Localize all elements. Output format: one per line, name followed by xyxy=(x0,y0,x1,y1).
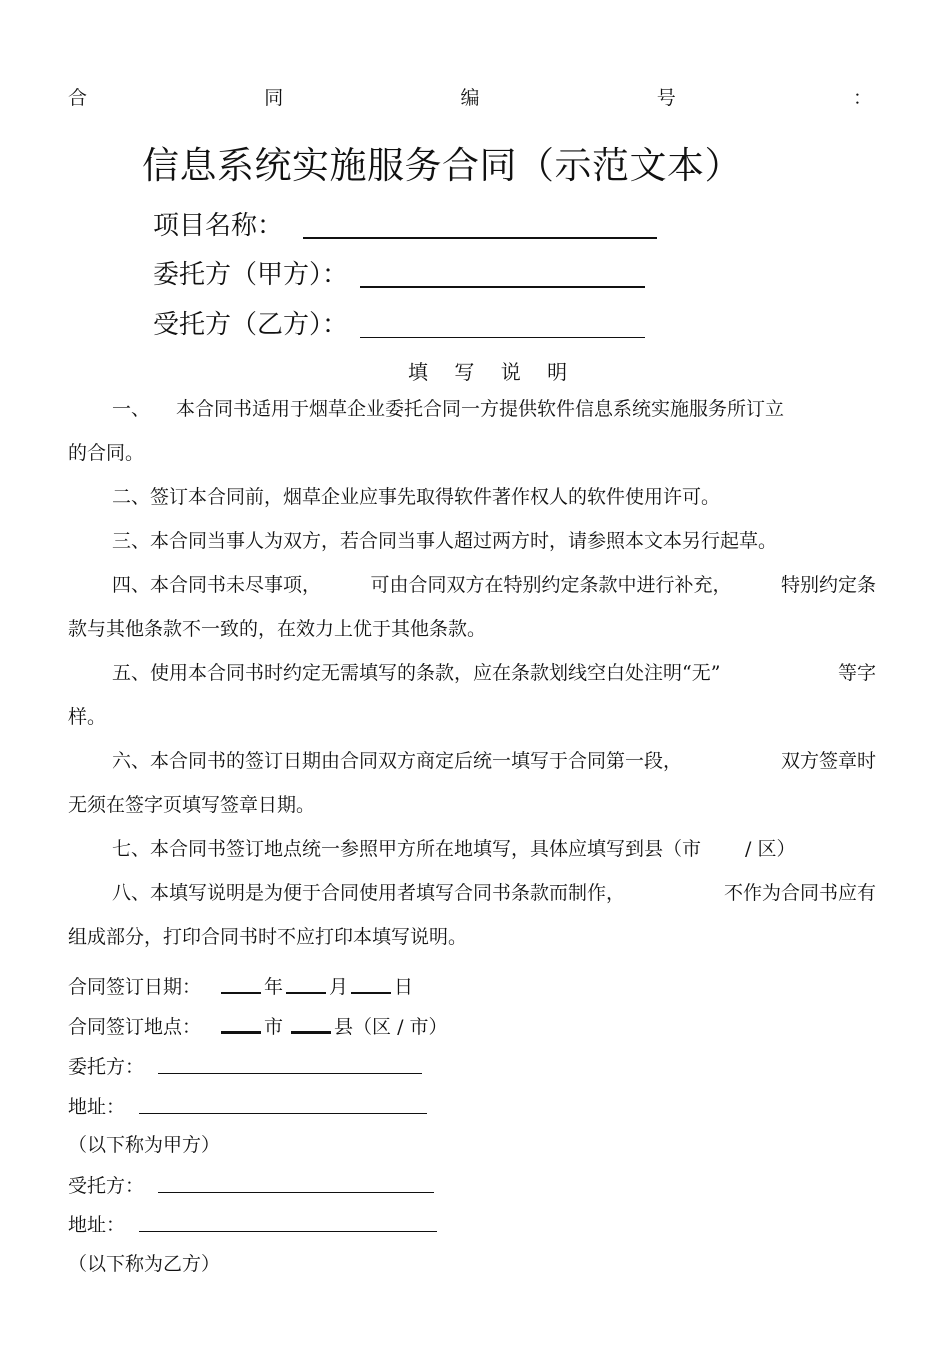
instructions-heading: 填 写 说 明 xyxy=(408,360,578,384)
day-blank xyxy=(351,991,391,994)
instruction-text: 六、本合同书的签订日期由合同双方商定后统一填写于合同第一段， xyxy=(112,750,683,772)
day-label: 日 xyxy=(394,976,414,998)
client-address-blank xyxy=(139,1112,427,1114)
instruction-number: 一、 xyxy=(112,398,151,420)
instruction-text: 等字 xyxy=(837,662,876,684)
month-blank xyxy=(286,991,326,994)
instruction-text: 特别约定条 xyxy=(780,574,876,596)
client-blank xyxy=(158,1072,422,1074)
instruction-item-7 xyxy=(68,835,880,879)
county-blank xyxy=(291,1030,331,1034)
month-label: 月 xyxy=(329,976,349,998)
signing-place-line xyxy=(68,1012,448,1039)
year-label: 年 xyxy=(264,976,284,998)
project-name-blank xyxy=(303,236,657,239)
document-title: 信息系统实施服务合同（示范文本） xyxy=(142,144,742,187)
instruction-item-5-cont: 样。 xyxy=(68,706,107,728)
instruction-item-5 xyxy=(68,659,880,703)
instruction-text: 不作为合同书应有 xyxy=(723,882,876,904)
instruction-item-2: 二、签订本合同前，烟草企业应事先取得软件著作权人的软件使用许可。 xyxy=(112,486,721,508)
instruction-text: 四、本合同书未尽事项， xyxy=(112,574,322,596)
instruction-text: 七、本合同书签订地点统一参照甲方所在地填写，具体应填写到县（市 xyxy=(112,838,702,860)
project-name-label: 项目名称： xyxy=(153,211,284,241)
instruction-item-4 xyxy=(68,571,880,615)
client-address-label: 地址： xyxy=(68,1096,126,1118)
instruction-text: / 区） xyxy=(745,838,796,860)
county-label: 县（区 / 市） xyxy=(334,1016,448,1038)
contractor-address-blank xyxy=(139,1230,437,1232)
instruction-item-1-cont: 的合同。 xyxy=(68,442,145,464)
party-b-blank xyxy=(360,336,645,338)
instruction-item-6 xyxy=(68,747,880,791)
party-a-blank xyxy=(360,285,645,288)
client-address-line xyxy=(68,1092,430,1119)
contract-number-char: 号 xyxy=(656,87,676,109)
client-label: 委托方： xyxy=(68,1056,145,1078)
contractor-blank xyxy=(158,1191,434,1193)
city-blank xyxy=(221,1030,261,1034)
instruction-text: 五、使用本合同书时约定无需填写的条款，应在条款划线空白处注明“无” xyxy=(112,662,721,684)
project-name-field xyxy=(153,205,657,242)
instruction-text: 可由合同双方在特别约定条款中进行补充， xyxy=(370,574,732,596)
contractor-label: 受托方： xyxy=(68,1175,145,1197)
client-line xyxy=(68,1052,425,1079)
contract-number-char: 编 xyxy=(460,87,480,109)
contract-number-char: ： xyxy=(852,87,872,109)
contractor-note: （以下称为乙方） xyxy=(68,1253,221,1275)
party-a-label: 委托方（甲方）： xyxy=(153,260,349,290)
contract-number-line xyxy=(68,83,872,109)
city-label: 市 xyxy=(264,1016,284,1038)
instruction-item-4-cont: 款与其他条款不一致的，在效力上优于其他条款。 xyxy=(68,618,487,640)
instructions-body xyxy=(68,395,880,967)
party-a-field xyxy=(153,254,645,291)
party-b-field xyxy=(153,304,645,341)
contract-number-char: 同 xyxy=(264,87,284,109)
instruction-text: 双方签章时 xyxy=(780,750,876,772)
instruction-item-8 xyxy=(68,879,880,923)
instruction-item-8-cont: 组成部分，打印合同书时不应打印本填写说明。 xyxy=(68,926,468,948)
signing-date-label: 合同签订日期： xyxy=(68,976,202,998)
instruction-text: 八、本填写说明是为便于合同使用者填写合同书条款而制作， xyxy=(112,882,626,904)
signing-place-label: 合同签订地点： xyxy=(68,1016,202,1038)
contract-number-char: 合 xyxy=(68,87,88,109)
party-b-label: 受托方（乙方）： xyxy=(153,310,349,340)
year-blank xyxy=(221,991,261,994)
instruction-item-1 xyxy=(68,395,880,439)
client-note: （以下称为甲方） xyxy=(68,1134,221,1156)
instruction-item-6-cont: 无须在签字页填写签章日期。 xyxy=(68,794,316,816)
instruction-item-3: 三、本合同当事人为双方，若合同当事人超过两方时，请参照本文本另行起草。 xyxy=(112,530,778,552)
contractor-line xyxy=(68,1171,437,1198)
contractor-address-line xyxy=(68,1210,440,1237)
signing-date-line xyxy=(68,972,413,999)
contractor-address-label: 地址： xyxy=(68,1214,126,1236)
instruction-text: 本合同书适用于烟草企业委托合同一方提供软件信息系统实施服务所订立 xyxy=(176,398,785,420)
